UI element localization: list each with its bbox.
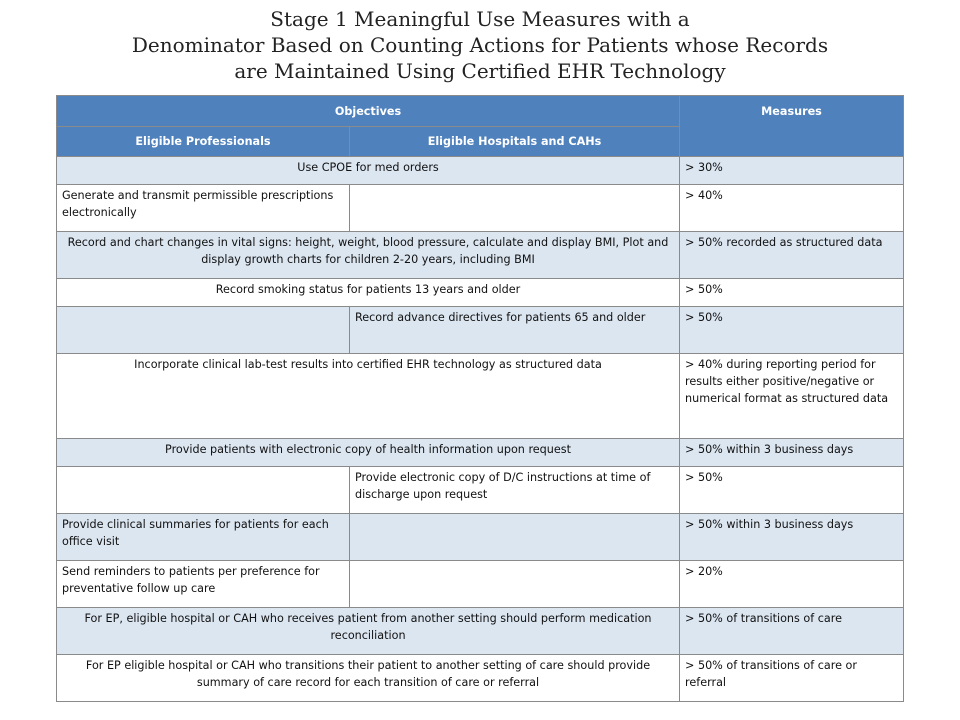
objective-cell: For EP eligible hospital or CAH who transitions their patient to another setting of care should provide summary of care record for each transition of care or referral xyxy=(57,655,680,702)
objective-cell: Incorporate clinical lab-test results into certified EHR technology as structured data xyxy=(57,354,680,439)
measure-cell: > 50% within 3 business days xyxy=(680,439,904,467)
ep-cell: Provide clinical summaries for patients for each office visit xyxy=(57,514,350,561)
table-row xyxy=(57,561,904,608)
eh-cell xyxy=(350,561,680,608)
table-row xyxy=(57,185,904,232)
eh-cell xyxy=(350,514,680,561)
page-title xyxy=(0,6,960,84)
ep-cell: Send reminders to patients per preference for preventative follow up care xyxy=(57,561,350,608)
table-row xyxy=(57,655,904,702)
measure-cell: > 50% recorded as structured data xyxy=(680,232,904,279)
ep-cell: Generate and transmit permissible prescriptions electronically xyxy=(57,185,350,232)
ep-cell xyxy=(57,307,350,354)
measure-cell: > 50% xyxy=(680,307,904,354)
measure-cell: > 20% xyxy=(680,561,904,608)
measure-cell: > 40% during reporting period for results either positive/negative or numerical format as structured data xyxy=(680,354,904,439)
header-measures: Measures xyxy=(680,96,904,157)
objective-cell: Use CPOE for med orders xyxy=(57,157,680,185)
table-row xyxy=(57,608,904,655)
table-row xyxy=(57,514,904,561)
measures-table xyxy=(56,95,904,702)
objective-cell: For EP, eligible hospital or CAH who receives patient from another setting should perform medication reconciliation xyxy=(57,608,680,655)
eh-cell: Record advance directives for patients 65 and older xyxy=(350,307,680,354)
title-line-1: Stage 1 Meaningful Use Measures with a xyxy=(270,7,690,31)
measure-cell: > 50% xyxy=(680,467,904,514)
table-row xyxy=(57,439,904,467)
table-row xyxy=(57,307,904,354)
title-line-3: are Maintained Using Certified EHR Technology xyxy=(234,59,726,83)
title-line-2: Denominator Based on Counting Actions for Patients whose Records xyxy=(131,33,829,57)
table-row xyxy=(57,157,904,185)
objective-cell: Provide patients with electronic copy of health information upon request xyxy=(57,439,680,467)
measure-cell: > 40% xyxy=(680,185,904,232)
header-eligible-professionals: Eligible Professionals xyxy=(57,127,350,157)
measure-cell: > 50% within 3 business days xyxy=(680,514,904,561)
header-objectives: Objectives xyxy=(57,96,680,127)
eh-cell: Provide electronic copy of D/C instructions at time of discharge upon request xyxy=(350,467,680,514)
header-eligible-hospitals: Eligible Hospitals and CAHs xyxy=(350,127,680,157)
eh-cell xyxy=(350,185,680,232)
measure-cell: > 50% of transitions of care or referral xyxy=(680,655,904,702)
objective-cell: Record smoking status for patients 13 years and older xyxy=(57,279,680,307)
table-row xyxy=(57,279,904,307)
table-row xyxy=(57,232,904,279)
measure-cell: > 50% of transitions of care xyxy=(680,608,904,655)
measure-cell: > 30% xyxy=(680,157,904,185)
ep-cell xyxy=(57,467,350,514)
table-row xyxy=(57,467,904,514)
measure-cell: > 50% xyxy=(680,279,904,307)
objective-cell: Record and chart changes in vital signs: height, weight, blood pressure, calculate and display BMI, Plot and display growth charts for children 2-20 years, including BMI xyxy=(57,232,680,279)
table-row xyxy=(57,354,904,439)
